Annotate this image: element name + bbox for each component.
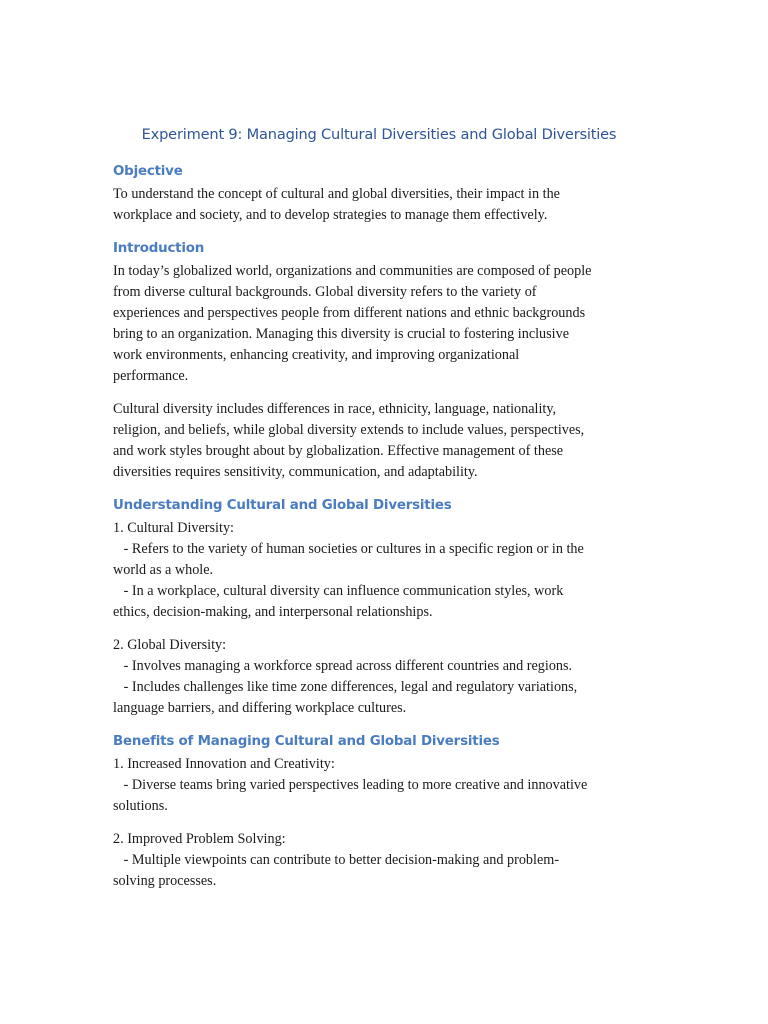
introduction-heading: Introduction xyxy=(113,241,205,256)
list-item-line: solutions. xyxy=(113,798,168,814)
intro-p2-line: and work styles brought about by globalization. Effective management of these xyxy=(113,443,564,459)
intro-p2-line: Cultural diversity includes differences in race, ethnicity, language, nationality, xyxy=(113,401,557,417)
list-item-title: 1. Increased Innovation and Creativity: xyxy=(113,756,335,772)
intro-p1-line: work environments, enhancing creativity, and improving organizational xyxy=(113,347,520,363)
list-item xyxy=(113,754,658,817)
intro-p2-line: religion, and beliefs, while global diversity extends to include values, perspectives, xyxy=(113,422,585,438)
introduction-paragraph-2 xyxy=(113,399,658,483)
document-title: Experiment 9: Managing Cultural Diversities and Global Diversities xyxy=(141,126,617,143)
objective-line: To understand the concept of cultural and global diversities, their impact in the xyxy=(113,186,560,202)
list-item-line: language barriers, and differing workplace cultures. xyxy=(113,700,407,716)
intro-p1-line: bring to an organization. Managing this diversity is crucial to fostering inclusive xyxy=(113,326,570,342)
list-item-line: solving processes. xyxy=(113,873,217,889)
list-item-line: world as a whole. xyxy=(113,562,214,578)
list-item xyxy=(113,518,658,623)
understanding-heading: Understanding Cultural and Global Diversities xyxy=(113,498,452,513)
list-item-line: - Diverse teams bring varied perspectives leading to more creative and innovative xyxy=(113,777,588,793)
list-item-line: - Multiple viewpoints can contribute to better decision-making and problem- xyxy=(113,852,560,868)
intro-p1-line: experiences and perspectives people from different nations and ethnic backgrounds xyxy=(113,305,586,321)
objective-paragraph xyxy=(113,184,658,226)
list-item-title: 2. Global Diversity: xyxy=(113,637,227,653)
list-item-title: 1. Cultural Diversity: xyxy=(113,520,234,536)
benefits-heading: Benefits of Managing Cultural and Global Diversities xyxy=(113,734,500,749)
document-page xyxy=(113,123,658,892)
list-item-line: - In a workplace, cultural diversity can influence communication styles, work xyxy=(113,583,564,599)
intro-p1-line: from diverse cultural backgrounds. Global diversity refers to the variety of xyxy=(113,284,537,300)
introduction-paragraph-1 xyxy=(113,261,658,387)
intro-p1-line: In today’s globalized world, organizations and communities are composed of people xyxy=(113,263,592,279)
list-item-line: - Involves managing a workforce spread across different countries and regions. xyxy=(113,658,573,674)
objective-heading: Objective xyxy=(113,164,183,179)
list-item-title: 2. Improved Problem Solving: xyxy=(113,831,286,847)
list-item-line: ethics, decision-making, and interpersonal relationships. xyxy=(113,604,433,620)
intro-p1-line: performance. xyxy=(113,368,189,384)
list-item xyxy=(113,635,658,719)
list-item-line: - Includes challenges like time zone differences, legal and regulatory variations, xyxy=(113,679,578,695)
list-item-line: - Refers to the variety of human societies or cultures in a specific region or in the xyxy=(113,541,584,557)
list-item xyxy=(113,829,658,892)
intro-p2-line: diversities requires sensitivity, communication, and adaptability. xyxy=(113,464,478,480)
objective-line: workplace and society, and to develop strategies to manage them effectively. xyxy=(113,207,548,223)
